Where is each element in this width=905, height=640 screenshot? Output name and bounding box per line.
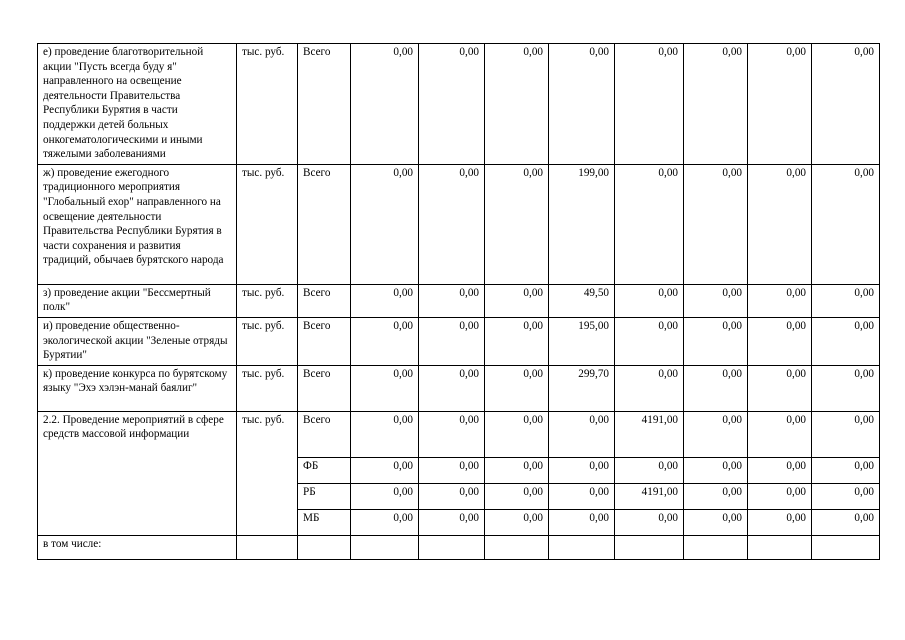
row-unit: тыс. руб. xyxy=(237,44,298,165)
value-cell: 0,00 xyxy=(684,483,748,509)
value-cell: 0,00 xyxy=(419,164,485,284)
empty-cell xyxy=(298,535,351,559)
table-row xyxy=(38,44,880,165)
empty-cell xyxy=(485,535,549,559)
value-cell: 199,00 xyxy=(549,164,615,284)
value-cell: 0,00 xyxy=(419,509,485,535)
value-cell: 0,00 xyxy=(485,411,549,457)
value-cell: 299,70 xyxy=(549,365,615,411)
value-cell: 0,00 xyxy=(812,44,880,165)
value-cell: 0,00 xyxy=(485,509,549,535)
value-cell: 0,00 xyxy=(351,164,419,284)
value-cell: 0,00 xyxy=(351,411,419,457)
value-cell: 0,00 xyxy=(812,164,880,284)
value-cell: 0,00 xyxy=(812,317,880,365)
empty-cell xyxy=(684,535,748,559)
row-description: и) проведение общественно-экологической акции "Зеленые отряды Бурятии" xyxy=(38,317,237,365)
value-cell: 0,00 xyxy=(351,317,419,365)
row-description: з) проведение акции "Бессмертный полк" xyxy=(38,284,237,317)
value-cell: 0,00 xyxy=(748,411,812,457)
value-cell: 0,00 xyxy=(684,365,748,411)
value-cell: 0,00 xyxy=(748,164,812,284)
value-cell: 0,00 xyxy=(351,457,419,483)
value-cell: 0,00 xyxy=(419,284,485,317)
value-cell: 0,00 xyxy=(485,44,549,165)
value-cell: 0,00 xyxy=(485,483,549,509)
value-cell: 0,00 xyxy=(351,284,419,317)
row-source: МБ xyxy=(298,509,351,535)
value-cell: 0,00 xyxy=(684,284,748,317)
row-description: к) проведение конкурса по бурятскому языку "Эхэ хэлэн-манай баялиг" xyxy=(38,365,237,411)
group-description: 2.2. Проведение мероприятий в сфере средств массовой информации xyxy=(38,411,237,535)
row-source: Всего xyxy=(298,365,351,411)
empty-cell xyxy=(237,535,298,559)
value-cell: 0,00 xyxy=(485,457,549,483)
value-cell: 0,00 xyxy=(419,317,485,365)
value-cell: 0,00 xyxy=(812,365,880,411)
value-cell: 0,00 xyxy=(812,483,880,509)
value-cell: 4191,00 xyxy=(615,483,684,509)
value-cell: 0,00 xyxy=(684,509,748,535)
empty-cell xyxy=(549,535,615,559)
value-cell: 49,50 xyxy=(549,284,615,317)
value-cell: 0,00 xyxy=(748,509,812,535)
value-cell: 0,00 xyxy=(812,457,880,483)
row-source: Всего xyxy=(298,44,351,165)
value-cell: 0,00 xyxy=(615,365,684,411)
value-cell: 0,00 xyxy=(615,509,684,535)
value-cell: 0,00 xyxy=(485,317,549,365)
value-cell: 0,00 xyxy=(485,365,549,411)
value-cell: 0,00 xyxy=(419,457,485,483)
value-cell: 0,00 xyxy=(812,411,880,457)
value-cell: 0,00 xyxy=(684,457,748,483)
value-cell: 0,00 xyxy=(812,284,880,317)
row-unit: тыс. руб. xyxy=(237,164,298,284)
row-unit: тыс. руб. xyxy=(237,317,298,365)
table-row xyxy=(38,284,880,317)
value-cell: 0,00 xyxy=(812,509,880,535)
value-cell: 0,00 xyxy=(684,317,748,365)
table-row xyxy=(38,164,880,284)
value-cell: 0,00 xyxy=(748,317,812,365)
empty-cell xyxy=(615,535,684,559)
value-cell: 0,00 xyxy=(748,483,812,509)
row-source: Всего xyxy=(298,164,351,284)
empty-cell xyxy=(812,535,880,559)
value-cell: 195,00 xyxy=(549,317,615,365)
value-cell: 0,00 xyxy=(748,457,812,483)
table-row xyxy=(38,535,880,559)
value-cell: 0,00 xyxy=(549,509,615,535)
row-source: ФБ xyxy=(298,457,351,483)
empty-cell xyxy=(748,535,812,559)
table-row xyxy=(38,411,880,457)
value-cell: 0,00 xyxy=(684,411,748,457)
value-cell: 0,00 xyxy=(615,284,684,317)
row-description: ж) проведение ежегодного традиционного мероприятия "Глобальный ехор" направленного на освещение деятельности Правительства Республики Бурятия в части сохранения и развития традиций, обычаев бурятского народа xyxy=(38,164,237,284)
value-cell: 0,00 xyxy=(419,483,485,509)
value-cell: 0,00 xyxy=(549,44,615,165)
value-cell: 0,00 xyxy=(485,164,549,284)
value-cell: 0,00 xyxy=(351,44,419,165)
value-cell: 0,00 xyxy=(684,44,748,165)
value-cell: 0,00 xyxy=(419,411,485,457)
value-cell: 0,00 xyxy=(615,317,684,365)
value-cell: 0,00 xyxy=(549,411,615,457)
row-description: е) проведение благотворительной акции "Пусть всегда буду я" направленного на освещение деятельности Правительства Республики Бурятия в части поддержки детей больных онкогематологическими и иными тяжелыми заболеваниями xyxy=(38,44,237,165)
row-source: Всего xyxy=(298,317,351,365)
value-cell: 0,00 xyxy=(485,284,549,317)
row-source: Всего xyxy=(298,284,351,317)
table-row xyxy=(38,365,880,411)
value-cell: 0,00 xyxy=(419,44,485,165)
value-cell: 0,00 xyxy=(549,483,615,509)
value-cell: 0,00 xyxy=(748,44,812,165)
value-cell: 0,00 xyxy=(615,164,684,284)
row-source: РБ xyxy=(298,483,351,509)
value-cell: 0,00 xyxy=(615,44,684,165)
empty-cell xyxy=(351,535,419,559)
value-cell: 0,00 xyxy=(684,164,748,284)
value-cell: 0,00 xyxy=(351,365,419,411)
group-unit: тыс. руб. xyxy=(237,411,298,535)
row-source: Всего xyxy=(298,411,351,457)
value-cell: 0,00 xyxy=(748,284,812,317)
row-unit: тыс. руб. xyxy=(237,284,298,317)
value-cell: 0,00 xyxy=(748,365,812,411)
row-unit: тыс. руб. xyxy=(237,365,298,411)
value-cell: 0,00 xyxy=(549,457,615,483)
footer-description: в том числе: xyxy=(38,535,237,559)
table-row xyxy=(38,317,880,365)
value-cell: 0,00 xyxy=(351,509,419,535)
budget-table xyxy=(37,43,880,560)
value-cell: 4191,00 xyxy=(615,411,684,457)
empty-cell xyxy=(419,535,485,559)
value-cell: 0,00 xyxy=(419,365,485,411)
value-cell: 0,00 xyxy=(351,483,419,509)
value-cell: 0,00 xyxy=(615,457,684,483)
